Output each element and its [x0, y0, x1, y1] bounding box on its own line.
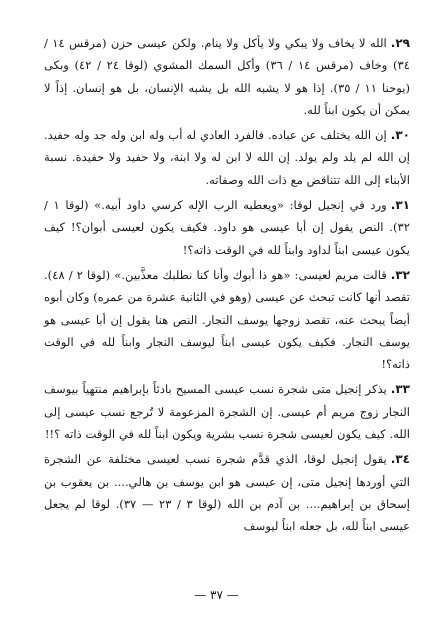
- paragraph-30: [44, 124, 410, 191]
- paragraph-33: [44, 378, 410, 445]
- paragraph-text: ورد في إنجيل لوقا: «ويعطيه الرب الإله كرسي داود أبيه.» (لوقا ١ / ٣٢). النص يقول إن أبا عيسى هو داود. فكيف يكون لعيسى أبوان؟! كيف يكون عيسى ابناً لداود وابناً لله في الوقت ذاته؟!: [44, 198, 410, 257]
- page-number: — ٣٧ —: [194, 588, 239, 602]
- paragraph-number: ٣٠.: [390, 128, 410, 143]
- paragraph-number: ٣٢.: [390, 267, 410, 282]
- paragraph-number: ٣١.: [390, 198, 410, 213]
- paragraph-number: ٣٤.: [390, 452, 410, 467]
- paragraph-32: [44, 264, 410, 375]
- paragraph-31: [44, 194, 410, 261]
- paragraph-number: ٢٩.: [390, 36, 410, 50]
- paragraph-text: إن الله يختلف عن عباده. فالفرد العادي له أب وله ابن وله جد وله حفيد. إن الله لم يلد ولم يولد. إن الله لا ابن له ولا ابنة، ولا حفيد ولا حفيدة. نسبة الأبناء إلى الله تتناقض مع ذات الله وصفاته.: [44, 128, 410, 187]
- paragraph-text: يقول إنجيل لوقا، الذي قدَّم شجرة نسب لعيسى مختلفة عن الشجرة التي أوردها إنجيل متى، إن عيسى هو ابن يوسف بن هالي.... بن يعقوب بن إسحاق بن إبراهيم.... بن آدم بن الله (لوقا ٣ / ٢٣ — ٣٧). لوقا لم يجعل عيسى ابناً لله، بل جعله ابناً ليوسف: [44, 452, 410, 534]
- paragraph-34: [44, 448, 410, 537]
- paragraph-number: ٣٣.: [390, 382, 410, 397]
- document-body: [44, 32, 410, 541]
- paragraph-text: قالت مريم لعيسى: «هو ذا أبوك وأنا كنا نطلبك معذَّبين.» (لوقا ٢ / ٤٨). تقصد أنها كانت تبحث عن عيسى (وهو في الثانية عشرة من عمره) وكان أبوه أيضاً يبحث عنه، تقصد زوجها يوسف النجار. النص هنا يقول إن أبا عيسى هو يوسف النجار. فكيف يكون عيسى ابناً ليوسف النجار وابناً لله في الوقت ذاته؟!: [44, 267, 410, 372]
- paragraph-29: [44, 32, 410, 121]
- paragraph-text: الله لا يخاف ولا يبكي ولا يأكل ولا ينام. ولكن عيسى حزن (مرقس ١٤ / ٣٤) وخاف (مرقس ١٤ / ٣٦) وأكل السمك المشوي (لوقا ٢٤ / ٤٢) وبكى (يوحنا ١١ / ٣٥). إذا هو لا يشبه الله بل يشبه الإنسان، بل هو إنسان. إذاً لا يمكن أن يكون ابناً لله.: [44, 36, 410, 117]
- paragraph-text: يذكر إنجيل متى شجرة نسب عيسى المسيح بادئاً بإبراهيم منتهياً بيوسف النجار زوج مريم أم عيسى. إن الشجرة المزعومة لا تُرجع نسب عيسى إلى الله. كيف يكون لعيسى شجرة نسب بشرية ويكون ابناً لله في الوقت ذاته ؟!!: [44, 382, 410, 442]
